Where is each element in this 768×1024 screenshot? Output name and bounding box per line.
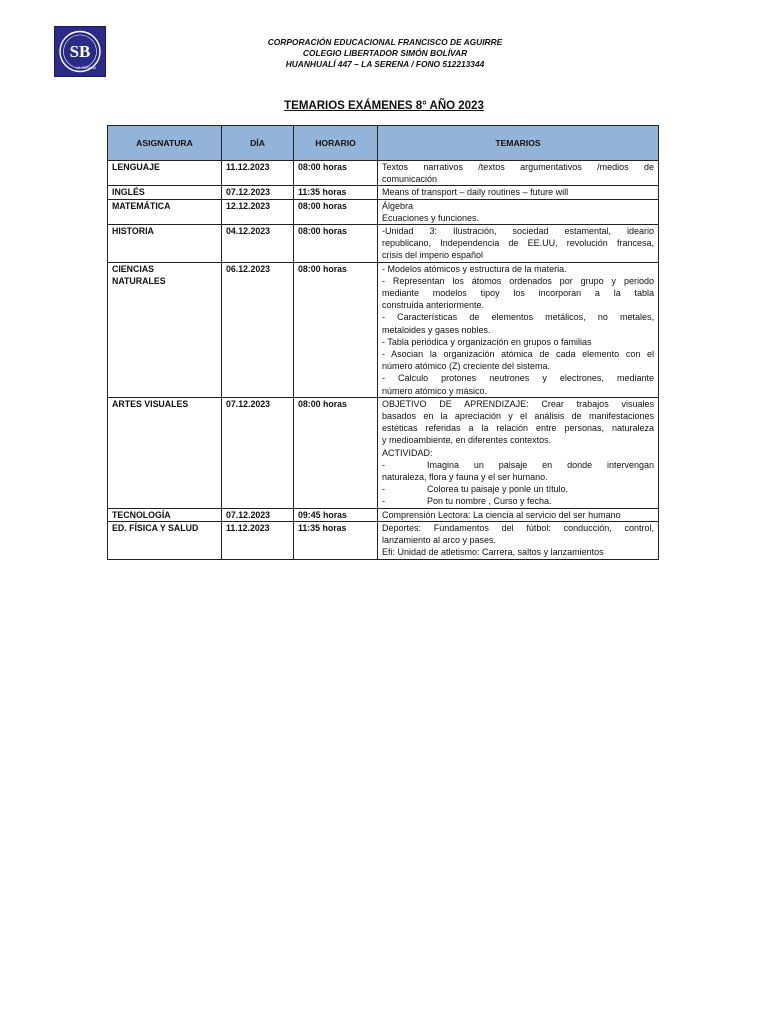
topic-line: Means of transport – daily routines – future will (382, 187, 569, 198)
letterhead-school: COLEGIO LIBERTADOR SIMÓN BOLÍVAR (302, 48, 468, 58)
table-row (108, 225, 659, 263)
subject-cell (108, 508, 222, 521)
table-body (108, 161, 659, 560)
topics-cell (378, 199, 659, 224)
topic-line: - Calculo protones neutrones y electrones, mediante (382, 373, 654, 384)
subject-text: NATURALES (112, 275, 166, 286)
subject-cell (108, 397, 222, 508)
table-row (108, 199, 659, 224)
topics-cell (378, 508, 659, 521)
topic-line (382, 459, 654, 471)
subject-cell (108, 186, 222, 199)
header-subject: ASIGNATURA (108, 126, 222, 161)
table-row (108, 508, 659, 521)
topic-line (382, 483, 654, 495)
table-header-row (108, 126, 659, 161)
subject-cell (108, 161, 222, 186)
letterhead-corporation: CORPORACIÓN EDUCACIONAL FRANCISCO DE AGUIRRE (267, 37, 503, 47)
day-cell: 07.12.2023 (222, 508, 294, 521)
bullet-dash: - (382, 459, 385, 470)
topic-line: crisis del imperio español (382, 250, 484, 261)
time-cell: 08:00 horas (294, 262, 378, 397)
document-title: TEMARIOS EXÁMENES 8° AÑO 2023 (284, 100, 484, 112)
topic-line: metaloides y gases nobles. (382, 324, 491, 335)
logo-initials: SB (69, 42, 91, 61)
subject-cell (108, 521, 222, 559)
subject-cell (108, 199, 222, 224)
topic-line: Comprensión Lectora: La ciencia al servicio del ser humano (382, 509, 621, 520)
topics-cell (378, 262, 659, 397)
subject-text: MATEMÁTICA (112, 200, 171, 211)
day-cell: 04.12.2023 (222, 225, 294, 263)
table-row (108, 262, 659, 397)
topic-line: y medioambiente, en diferentes contextos. (382, 435, 552, 446)
subject-text: LENGUAJE (112, 162, 160, 172)
topic-line: Efi: Unidad de atletismo: Carrera, saltos y lanzamientos (382, 547, 604, 558)
day-cell: 11.12.2023 (222, 161, 294, 186)
topics-cell (378, 521, 659, 559)
day-cell: 06.12.2023 (222, 262, 294, 397)
topic-text: Imagina un paisaje en donde intervengan (427, 459, 654, 470)
topic-line: mediante modelos tipoy los incorporan a la tabla (382, 288, 654, 299)
topic-line: - Representan los átomos ordenados por grupo y periodo (382, 275, 654, 286)
table-row (108, 397, 659, 508)
topic-line: Álgebra (382, 200, 414, 211)
topic-line: basados en la apreciación y el análisis de manifestaciones (382, 411, 654, 422)
time-cell: 08:00 horas (294, 199, 378, 224)
day-cell: 07.12.2023 (222, 186, 294, 199)
day-cell: 11.12.2023 (222, 521, 294, 559)
subject-text: TECNOLOGÍA (112, 509, 171, 520)
time-cell: 08:00 horas (294, 161, 378, 186)
time-cell: 09:45 horas (294, 508, 378, 521)
header-time: HORARIO (294, 126, 378, 161)
time-cell: 11:35 horas (294, 186, 378, 199)
topic-line: número atómico y másico. (382, 385, 488, 396)
topic-line: Textos narrativos /textos argumentativos /medios de (382, 162, 654, 172)
table-row (108, 521, 659, 559)
subject-cell (108, 262, 222, 397)
subject-text: ED. FÍSICA Y SALUD (112, 522, 199, 533)
bullet-dash: - (382, 484, 385, 495)
subject-text: INGLÉS (112, 187, 145, 198)
topic-line: republicano, Independencia de EE.UU, revolución francesa, (382, 238, 654, 249)
topics-cell (378, 186, 659, 199)
topic-line: -Unidad 3: Ilustración, sociedad estamental, ideario (382, 226, 654, 237)
letterhead (170, 37, 600, 70)
time-cell: 11:35 horas (294, 521, 378, 559)
subject-cell (108, 225, 222, 263)
day-cell: 12.12.2023 (222, 199, 294, 224)
topic-line: construida anteriormente. (382, 300, 485, 311)
header-topics: TEMARIOS (378, 126, 659, 161)
topic-line: Ecuaciones y funciones. (382, 212, 480, 223)
table-row (108, 186, 659, 199)
topics-cell (378, 225, 659, 263)
header-day: DÍA (222, 126, 294, 161)
topic-line: OBJETIVO DE APRENDIZAJE: Crear trabajos visuales (382, 398, 654, 409)
school-logo (54, 26, 106, 77)
topic-line: - Modelos atómicos y estructura de la materia. (382, 263, 567, 274)
subject-text: ARTES VISUALES (112, 398, 189, 409)
logo-ring-text: LA SERENA (76, 66, 96, 70)
subject-text: CIENCIAS (112, 263, 155, 274)
letterhead-address: HUANHUALÍ 447 – LA SERENA / FONO 512213344 (285, 59, 485, 69)
topic-line: - Características de elementos metálicos, no metales, (382, 312, 654, 323)
exam-schedule-table (107, 125, 659, 560)
topic-line: comunicación (382, 174, 438, 185)
topic-line: naturaleza, flora y fauna y el ser humano. (382, 472, 548, 483)
topics-cell (378, 397, 659, 508)
time-cell: 08:00 horas (294, 397, 378, 508)
topic-line: estéticas referidas a la relación entre personas, naturaleza (382, 423, 654, 434)
topic-line (382, 495, 654, 507)
topic-line: - Tabla periódica y organización en grupos o familias (382, 336, 592, 347)
topic-line: número atómico (Z) creciente del sistema. (382, 361, 551, 372)
table-row (108, 161, 659, 186)
topic-line: - Asocian la organización atómica de cada elemento con el (382, 349, 654, 360)
topics-cell (378, 161, 659, 186)
topic-line: lanzamiento al arco y pases. (382, 535, 497, 546)
topic-text: Colorea tu paisaje y ponle un título. (427, 484, 569, 495)
subject-text: HISTORIA (112, 226, 154, 237)
day-cell: 07.12.2023 (222, 397, 294, 508)
bullet-dash: - (382, 496, 385, 507)
topic-line: ACTIVIDAD: (382, 447, 433, 458)
time-cell: 08:00 horas (294, 225, 378, 263)
topic-line: Deportes: Fundamentos del fútbol: conducción, control, (382, 522, 654, 533)
topic-text: Pon tu nombre , Curso y fecha. (427, 496, 552, 507)
